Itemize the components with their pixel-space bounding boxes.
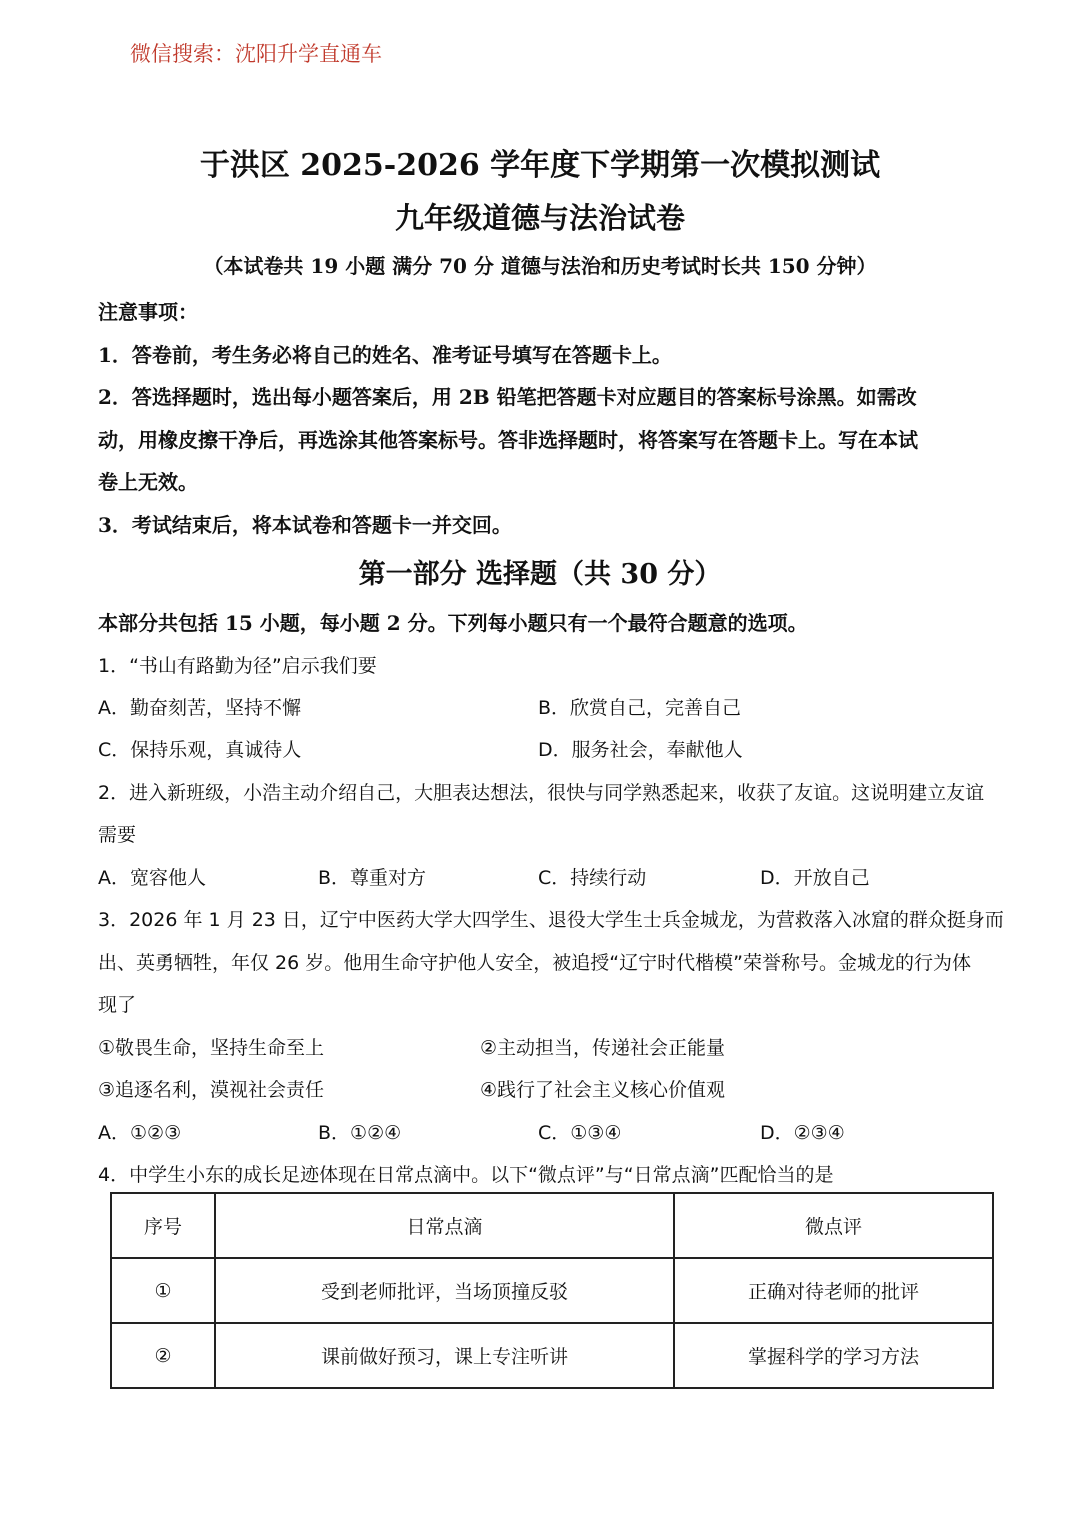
q1-option-c: C．保持乐观，真诚待人 — [98, 739, 302, 761]
notice-heading: 注意事项： — [98, 300, 198, 324]
q3-option-d: D．②③④ — [760, 1122, 845, 1144]
section-description: 本部分共包括 15 小题，每小题 2 分。下列每小题只有一个最符合题意的选项。 — [98, 611, 808, 635]
table-header-daily: 日常点滴 — [215, 1193, 674, 1258]
q3-stem-line-2: 出、英勇牺牲，年仅 26 岁。他用生命守护他人安全，被追授“辽宁时代楷模”荣誉称号。金城龙的行为体 — [98, 952, 971, 974]
table-row — [111, 1323, 993, 1388]
q3-statement-2: ②主动担当，传递社会正能量 — [480, 1037, 726, 1059]
q2-option-b: B．尊重对方 — [318, 867, 427, 889]
table-cell-comment: 掌握科学的学习方法 — [674, 1323, 993, 1388]
table-header-comment: 微点评 — [674, 1193, 993, 1258]
q2-option-c: C．持续行动 — [538, 867, 647, 889]
notice-line-2: 2．答选择题时，选出每小题答案后，用 2B 铅笔把答题卡对应题目的答案标号涂黑。如需改 — [98, 385, 917, 409]
table-cell-index: ① — [111, 1258, 215, 1323]
notice-line-4: 卷上无效。 — [98, 470, 198, 494]
q3-statement-4: ④践行了社会主义核心价值观 — [480, 1079, 726, 1101]
table-row — [111, 1258, 993, 1323]
table-cell-index: ② — [111, 1323, 215, 1388]
notice-line-3: 动，用橡皮擦干净后，再选涂其他答案标号。答非选择题时，将答案写在答题卡上。写在本试 — [98, 428, 918, 452]
q3-stem-line-3: 现了 — [98, 994, 137, 1016]
notice-line-1: 1．答卷前，考生务必将自己的姓名、准考证号填写在答题卡上。 — [98, 343, 672, 367]
q3-option-b: B．①②④ — [318, 1122, 402, 1144]
exam-title: 于洪区 2025-2026 学年度下学期第一次模拟测试 — [199, 148, 881, 183]
table-cell-comment: 正确对待老师的批评 — [674, 1258, 993, 1323]
q3-option-c: C．①③④ — [538, 1122, 622, 1144]
exam-info: （本试卷共 19 小题 满分 70 分 道德与法治和历史考试时长共 150 分钟） — [203, 254, 877, 278]
q4-table — [110, 1192, 994, 1389]
q2-stem-line-1: 2．进入新班级，小浩主动介绍自己，大胆表达想法，很快与同学熟悉起来，收获了友谊。这说明建立友谊 — [98, 782, 985, 804]
table-header-index: 序号 — [111, 1193, 215, 1258]
q3-option-a: A．①②③ — [98, 1122, 182, 1144]
table-cell-daily: 受到老师批评，当场顶撞反驳 — [215, 1258, 674, 1323]
q3-statement-3: ③追逐名利，漠视社会责任 — [98, 1079, 325, 1101]
q1-option-b: B．欣赏自己，完善自己 — [538, 697, 742, 719]
q4-stem: 4．中学生小东的成长足迹体现在日常点滴中。以下“微点评”与“日常点滴”匹配恰当的是 — [98, 1164, 834, 1186]
notice-line-5: 3．考试结束后，将本试卷和答题卡一并交回。 — [98, 513, 512, 537]
q1-option-d: D．服务社会，奉献他人 — [538, 739, 743, 761]
q2-option-a: A．宽容他人 — [98, 867, 206, 889]
wechat-ad-text: 微信搜索：沈阳升学直通车 — [130, 42, 382, 66]
section-title: 第一部分 选择题（共 30 分） — [358, 559, 722, 590]
table-header-row — [111, 1193, 993, 1258]
table-cell-daily: 课前做好预习，课上专注听讲 — [215, 1323, 674, 1388]
q3-stem-line-1: 3．2026 年 1 月 23 日，辽宁中医药大学大四学生、退役大学生士兵金城龙，为营救落入冰窟的群众挺身而 — [98, 909, 1004, 931]
exam-subject-title: 九年级道德与法治试卷 — [394, 201, 685, 235]
q2-stem-line-2: 需要 — [98, 824, 137, 846]
q1-option-a: A．勤奋刻苦，坚持不懈 — [98, 697, 301, 719]
q3-statement-1: ①敬畏生命，坚持生命至上 — [98, 1037, 325, 1059]
q1-stem: 1．“书山有路勤为径”启示我们要 — [98, 655, 377, 677]
q2-option-d: D．开放自己 — [760, 867, 870, 889]
